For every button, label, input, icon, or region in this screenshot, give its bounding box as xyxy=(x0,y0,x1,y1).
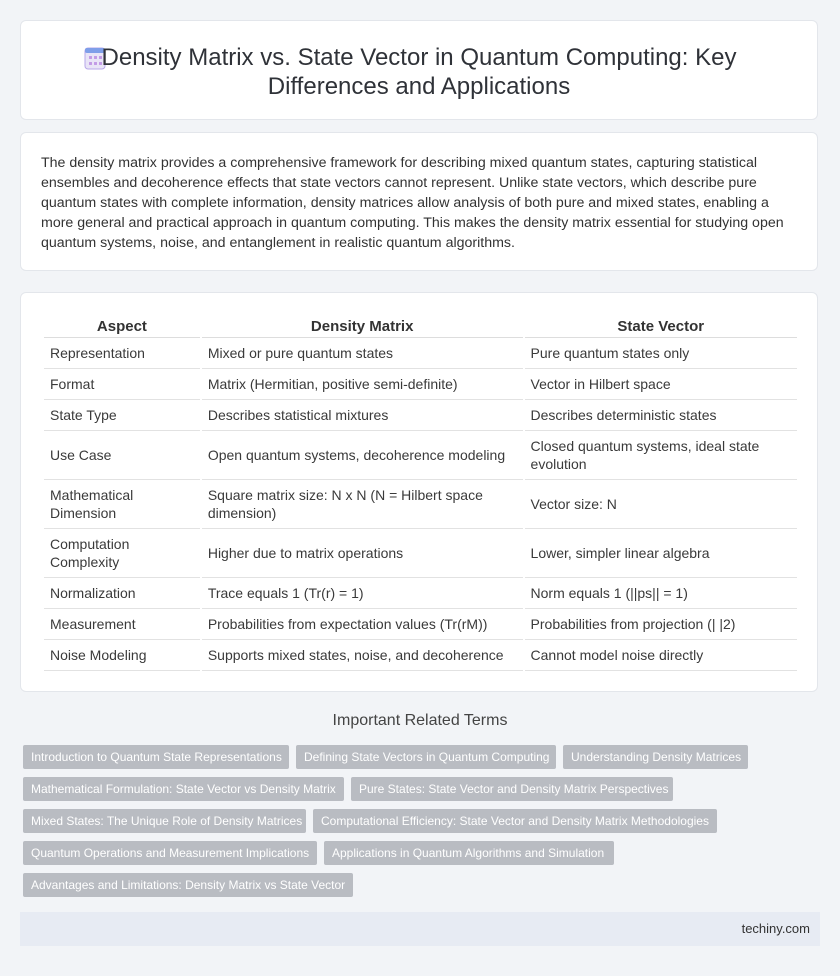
table-row xyxy=(44,578,797,609)
related-term-tag[interactable]: Quantum Operations and Measurement Implications xyxy=(23,841,317,865)
table-cell: Use Case xyxy=(44,431,200,480)
intro-card xyxy=(20,132,818,271)
table-cell: Format xyxy=(44,369,200,400)
related-term-tag[interactable]: Applications in Quantum Algorithms and Simulation xyxy=(324,841,614,865)
comparison-table xyxy=(42,317,799,671)
related-term-tag[interactable]: Pure States: State Vector and Density Matrix Perspectives xyxy=(351,777,673,801)
header-card xyxy=(20,20,818,120)
table-cell: Vector size: N xyxy=(525,480,797,529)
table-row xyxy=(44,431,797,480)
table-cell: Square matrix size: N x N (N = Hilbert space dimension) xyxy=(202,480,523,529)
table-cell: Representation xyxy=(44,338,200,369)
table-cell: Norm equals 1 (||ps|| = 1) xyxy=(525,578,797,609)
table-cell: Pure quantum states only xyxy=(525,338,797,369)
column-header: State Vector xyxy=(525,317,797,338)
table-cell: Cannot model noise directly xyxy=(525,640,797,671)
table-row xyxy=(44,529,797,578)
table-cell: Measurement xyxy=(44,609,200,640)
page-title: Density Matrix vs. State Vector in Quantum Computing: Key Differences and Applications xyxy=(101,44,737,100)
table-cell: Describes deterministic states xyxy=(525,400,797,431)
table-row xyxy=(44,338,797,369)
table-row xyxy=(44,369,797,400)
related-term-tag[interactable]: Introduction to Quantum State Representations xyxy=(23,745,289,769)
table-cell: Mixed or pure quantum states xyxy=(202,338,523,369)
table-cell: Vector in Hilbert space xyxy=(525,369,797,400)
column-header: Aspect xyxy=(44,317,200,338)
table-cell: Noise Modeling xyxy=(44,640,200,671)
table-cell: State Type xyxy=(44,400,200,431)
related-term-tag[interactable]: Mixed States: The Unique Role of Density Matrices xyxy=(23,809,306,833)
footer-site-name[interactable]: techiny.com xyxy=(741,921,810,936)
table-cell: Lower, simpler linear algebra xyxy=(525,529,797,578)
table-cell: Open quantum systems, decoherence modeling xyxy=(202,431,523,480)
table-row xyxy=(44,400,797,431)
related-term-tag[interactable]: Computational Efficiency: State Vector and Density Matrix Methodologies xyxy=(313,809,717,833)
footer xyxy=(20,912,820,946)
table-cell: Higher due to matrix operations xyxy=(202,529,523,578)
table-cell: Probabilities from expectation values (Tr(rM)) xyxy=(202,609,523,640)
table-row xyxy=(44,640,797,671)
related-terms-heading: Important Related Terms xyxy=(332,712,508,729)
intro-paragraph: The density matrix provides a comprehensive framework for describing mixed quantum states, capturing statistical ensembles and decoherence effects that state vectors cannot represent. Unlike state vectors, which describe pure quantum states with complete information, density matrices allow analysis of both pure and mixed states, enabling a more general and practical approach in quantum computing. This makes the density matrix essential for studying open quantum systems, noise, and entanglement in realistic quantum algorithms. xyxy=(41,155,784,251)
table-row xyxy=(44,609,797,640)
table-cell: Mathematical Dimension xyxy=(44,480,200,529)
table-cell: Supports mixed states, noise, and decoherence xyxy=(202,640,523,671)
column-header: Density Matrix xyxy=(202,317,523,338)
table-cell: Trace equals 1 (Tr(r) = 1) xyxy=(202,578,523,609)
table-cell: Computation Complexity xyxy=(44,529,200,578)
related-term-tag[interactable]: Defining State Vectors in Quantum Computing xyxy=(296,745,556,769)
table-cell: Closed quantum systems, ideal state evolution xyxy=(525,431,797,480)
related-term-tag[interactable]: Advantages and Limitations: Density Matrix vs State Vector xyxy=(23,873,353,897)
comparison-table-card xyxy=(20,292,818,692)
related-term-tag[interactable]: Mathematical Formulation: State Vector vs Density Matrix xyxy=(23,777,344,801)
table-cell: Normalization xyxy=(44,578,200,609)
table-cell: Describes statistical mixtures xyxy=(202,400,523,431)
table-cell: Matrix (Hermitian, positive semi-definite) xyxy=(202,369,523,400)
related-term-tag[interactable]: Understanding Density Matrices xyxy=(563,745,748,769)
table-cell: Probabilities from projection (| |2) xyxy=(525,609,797,640)
table-row xyxy=(44,480,797,529)
